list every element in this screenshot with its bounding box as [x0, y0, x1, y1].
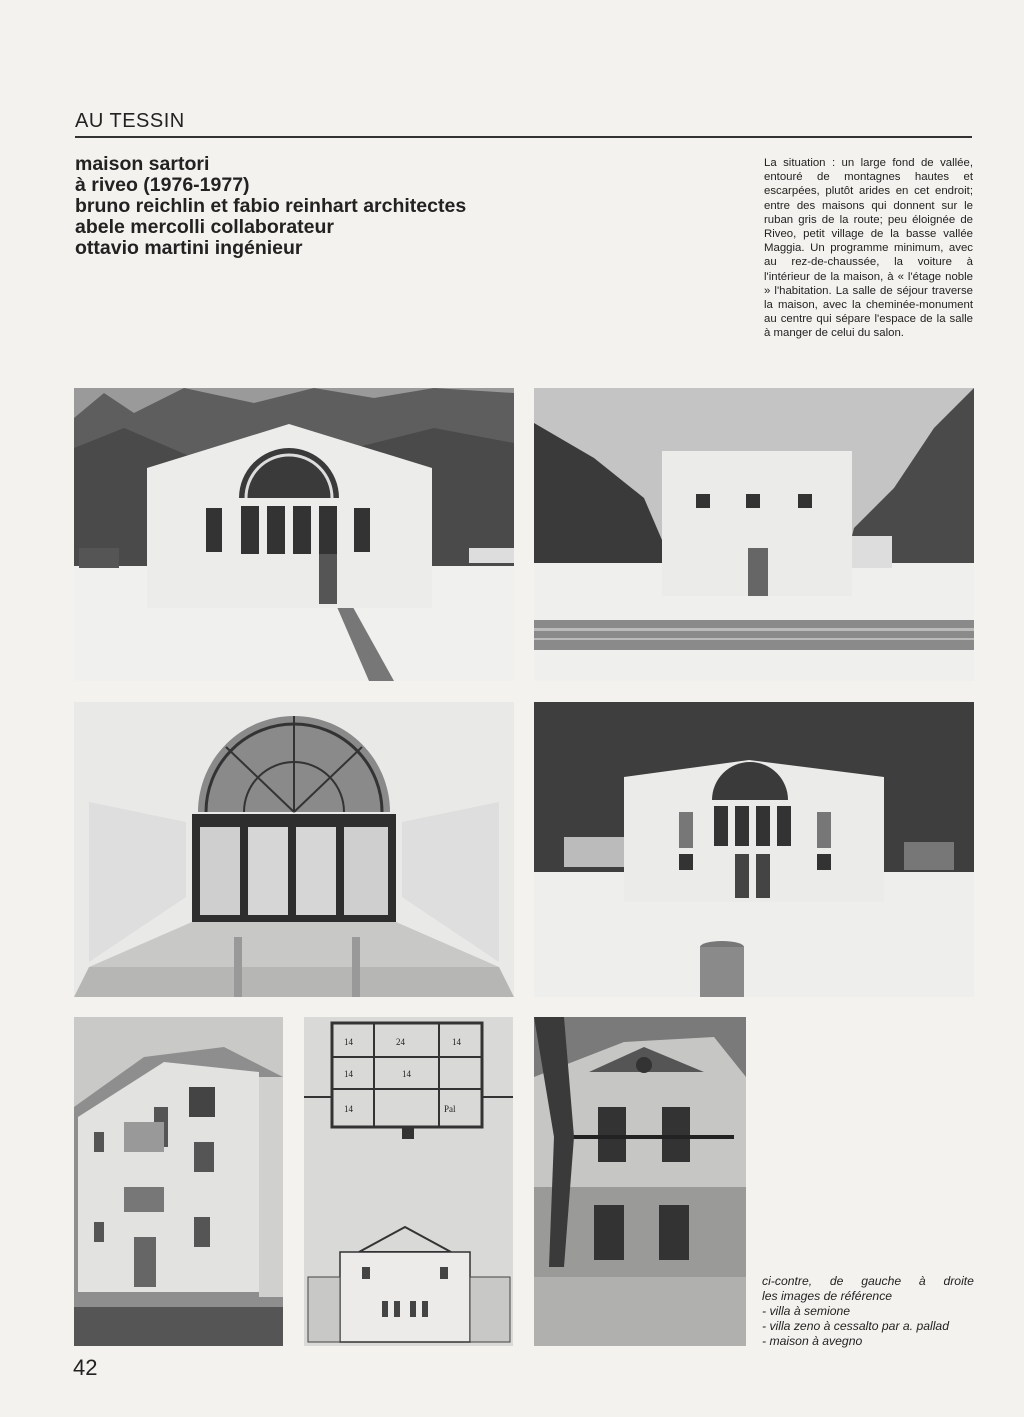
caption-word: gauche — [861, 1274, 902, 1288]
plan-label: 14 — [402, 1069, 411, 1079]
photo-facade-winter — [534, 702, 974, 997]
caption-word: à — [918, 1274, 926, 1288]
photo-side-facade — [534, 388, 974, 681]
caption-word: ci-contre, — [762, 1274, 813, 1288]
header-rule — [75, 136, 972, 138]
photo-front-facade — [74, 388, 514, 681]
intro-text: La situation : un large fond de vallée, entouré de montagnes hautes et escarpées, plutôt arides en cet endroit; entre des maisons qui donnent sur le ruban gris de la route; peu éloignée de Riveo, petit village de la basse vallée Maggia. Un programme minimum, avec au rez-de-chaussée, la voiture à l'intérieur de la maison, à « l'étage noble » l'habitation. La salle de séjour traverse la maison, avec la cheminée-monument au centre qui sépare l'espace de la salle à manger de celui du salon. — [764, 157, 973, 340]
reference-caption — [762, 1274, 974, 1349]
caption-line — [762, 1274, 974, 1289]
caption-word: de — [829, 1274, 844, 1288]
title-line: à riveo (1976-1977) — [75, 174, 250, 196]
caption-line: les images de référence — [762, 1289, 893, 1303]
photo-villa-semione — [74, 1017, 283, 1346]
plan-label: 14 — [344, 1069, 353, 1079]
caption-item: - villa zeno à cessalto par a. pallad — [762, 1319, 949, 1333]
caption-item: - villa à semione — [762, 1304, 851, 1318]
drawing-villa-zeno — [304, 1017, 513, 1346]
title-line: bruno reichlin et fabio reinhart architectes — [75, 195, 467, 217]
caption-word: droite — [943, 1274, 974, 1288]
plan-label: 14 — [344, 1037, 353, 1047]
title-line: ottavio martini ingénieur — [75, 237, 303, 259]
caption-item: - maison à avegno — [762, 1334, 863, 1348]
page-number: 42 — [73, 1355, 98, 1380]
photo-maison-avegno — [534, 1017, 746, 1346]
section-label: AU TESSIN — [75, 110, 185, 132]
plan-label: 14 — [452, 1037, 461, 1047]
plan-label: 24 — [396, 1037, 405, 1047]
plan-label: 14 — [344, 1104, 353, 1114]
plan-label: Pal — [444, 1104, 456, 1114]
title-line: maison sartori — [75, 153, 210, 175]
photo-interior — [74, 702, 514, 997]
article-title-block — [75, 154, 595, 259]
title-line: abele mercolli collaborateur — [75, 216, 335, 238]
